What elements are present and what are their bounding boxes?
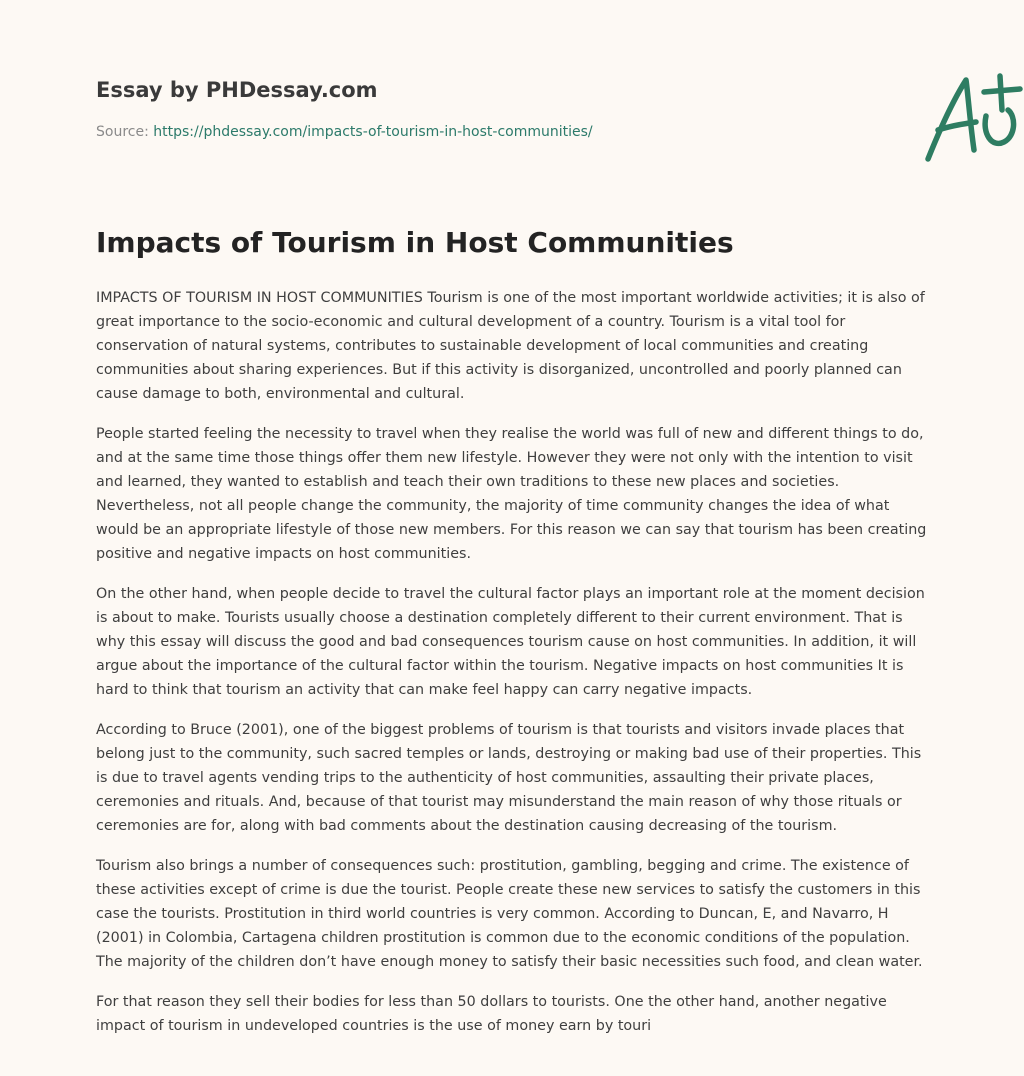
site-title: Essay by PHDessay.com [96, 78, 378, 102]
essay-paragraph: IMPACTS OF TOURISM IN HOST COMMUNITIES Tourism is one of the most important worldwide activities; it is also of great importance to the socio-economic and cultural development of a country. Tourism is a vital tool for conservation of natural systems, contributes to sustainable development of local communities and creating communities about sharing experiences. But if this activity is disorganized, uncontrolled and poorly planned can cause damage to both, environmental and cultural. [96, 290, 925, 402]
essay-paragraph: According to Bruce (2001), one of the biggest problems of tourism is that tourists and visitors invade places that belong just to the community, such sacred temples or lands, destroying or making bad use of their properties. This is due to travel agents vending trips to the authenticity of host communities, assaulting their private places, ceremonies and rituals. And, because of that tourist may misunderstand the main reason of why those rituals or ceremonies are for, along with bad comments about the destination causing decreasing of the tourism. [96, 722, 922, 834]
essay-paragraph: On the other hand, when people decide to travel the cultural factor plays an important role at the moment decision is about to make. Tourists usually choose a destination completely different to their current environment. That is why this essay will discuss the good and bad consequences tourism cause on host communities. In addition, it will argue about the importance of the cultural factor within the tourism. Negative impacts on host communities It is hard to think that tourism an activity that can make feel happy can carry negative impacts. [96, 586, 925, 698]
source-label: Source: [96, 124, 149, 140]
a-plus-logo-icon [916, 64, 1024, 168]
source-line [96, 124, 593, 140]
essay-paragraph: Tourism also brings a number of consequences such: prostitution, gambling, begging and crime. The existence of these activities except of crime is due the tourist. People create these new services to satisfy the customers in this case the tourists. Prostitution in third world countries is very common. According to Duncan, E, and Navarro, H (2001) in Colombia, Cartagena children prostitution is common due to the economic conditions of the population. The majority of the children don’t have enough money to satisfy their basic necessities such food, and clean water. [96, 858, 923, 970]
essay-paragraph: For that reason they sell their bodies for less than 50 dollars to tourists. One the other hand, another negative impact of tourism in undeveloped countries is the use of money earn by touri [96, 994, 887, 1034]
essay-title: Impacts of Tourism in Host Communities [96, 226, 734, 259]
essay-body [96, 286, 936, 1054]
source-link[interactable]: https://phdessay.com/impacts-of-tourism-in-host-communities/ [153, 124, 593, 140]
essay-paragraph: People started feeling the necessity to travel when they realise the world was full of new and different things to do, and at the same time those things offer them new lifestyle. However they were not only with the intention to visit and learned, they wanted to establish and teach their own traditions to these new places and societies. Nevertheless, not all people change the community, the majority of time community changes the idea of what would be an appropriate lifestyle of those new members. For this reason we can say that tourism has been creating positive and negative impacts on host communities. [96, 426, 927, 562]
